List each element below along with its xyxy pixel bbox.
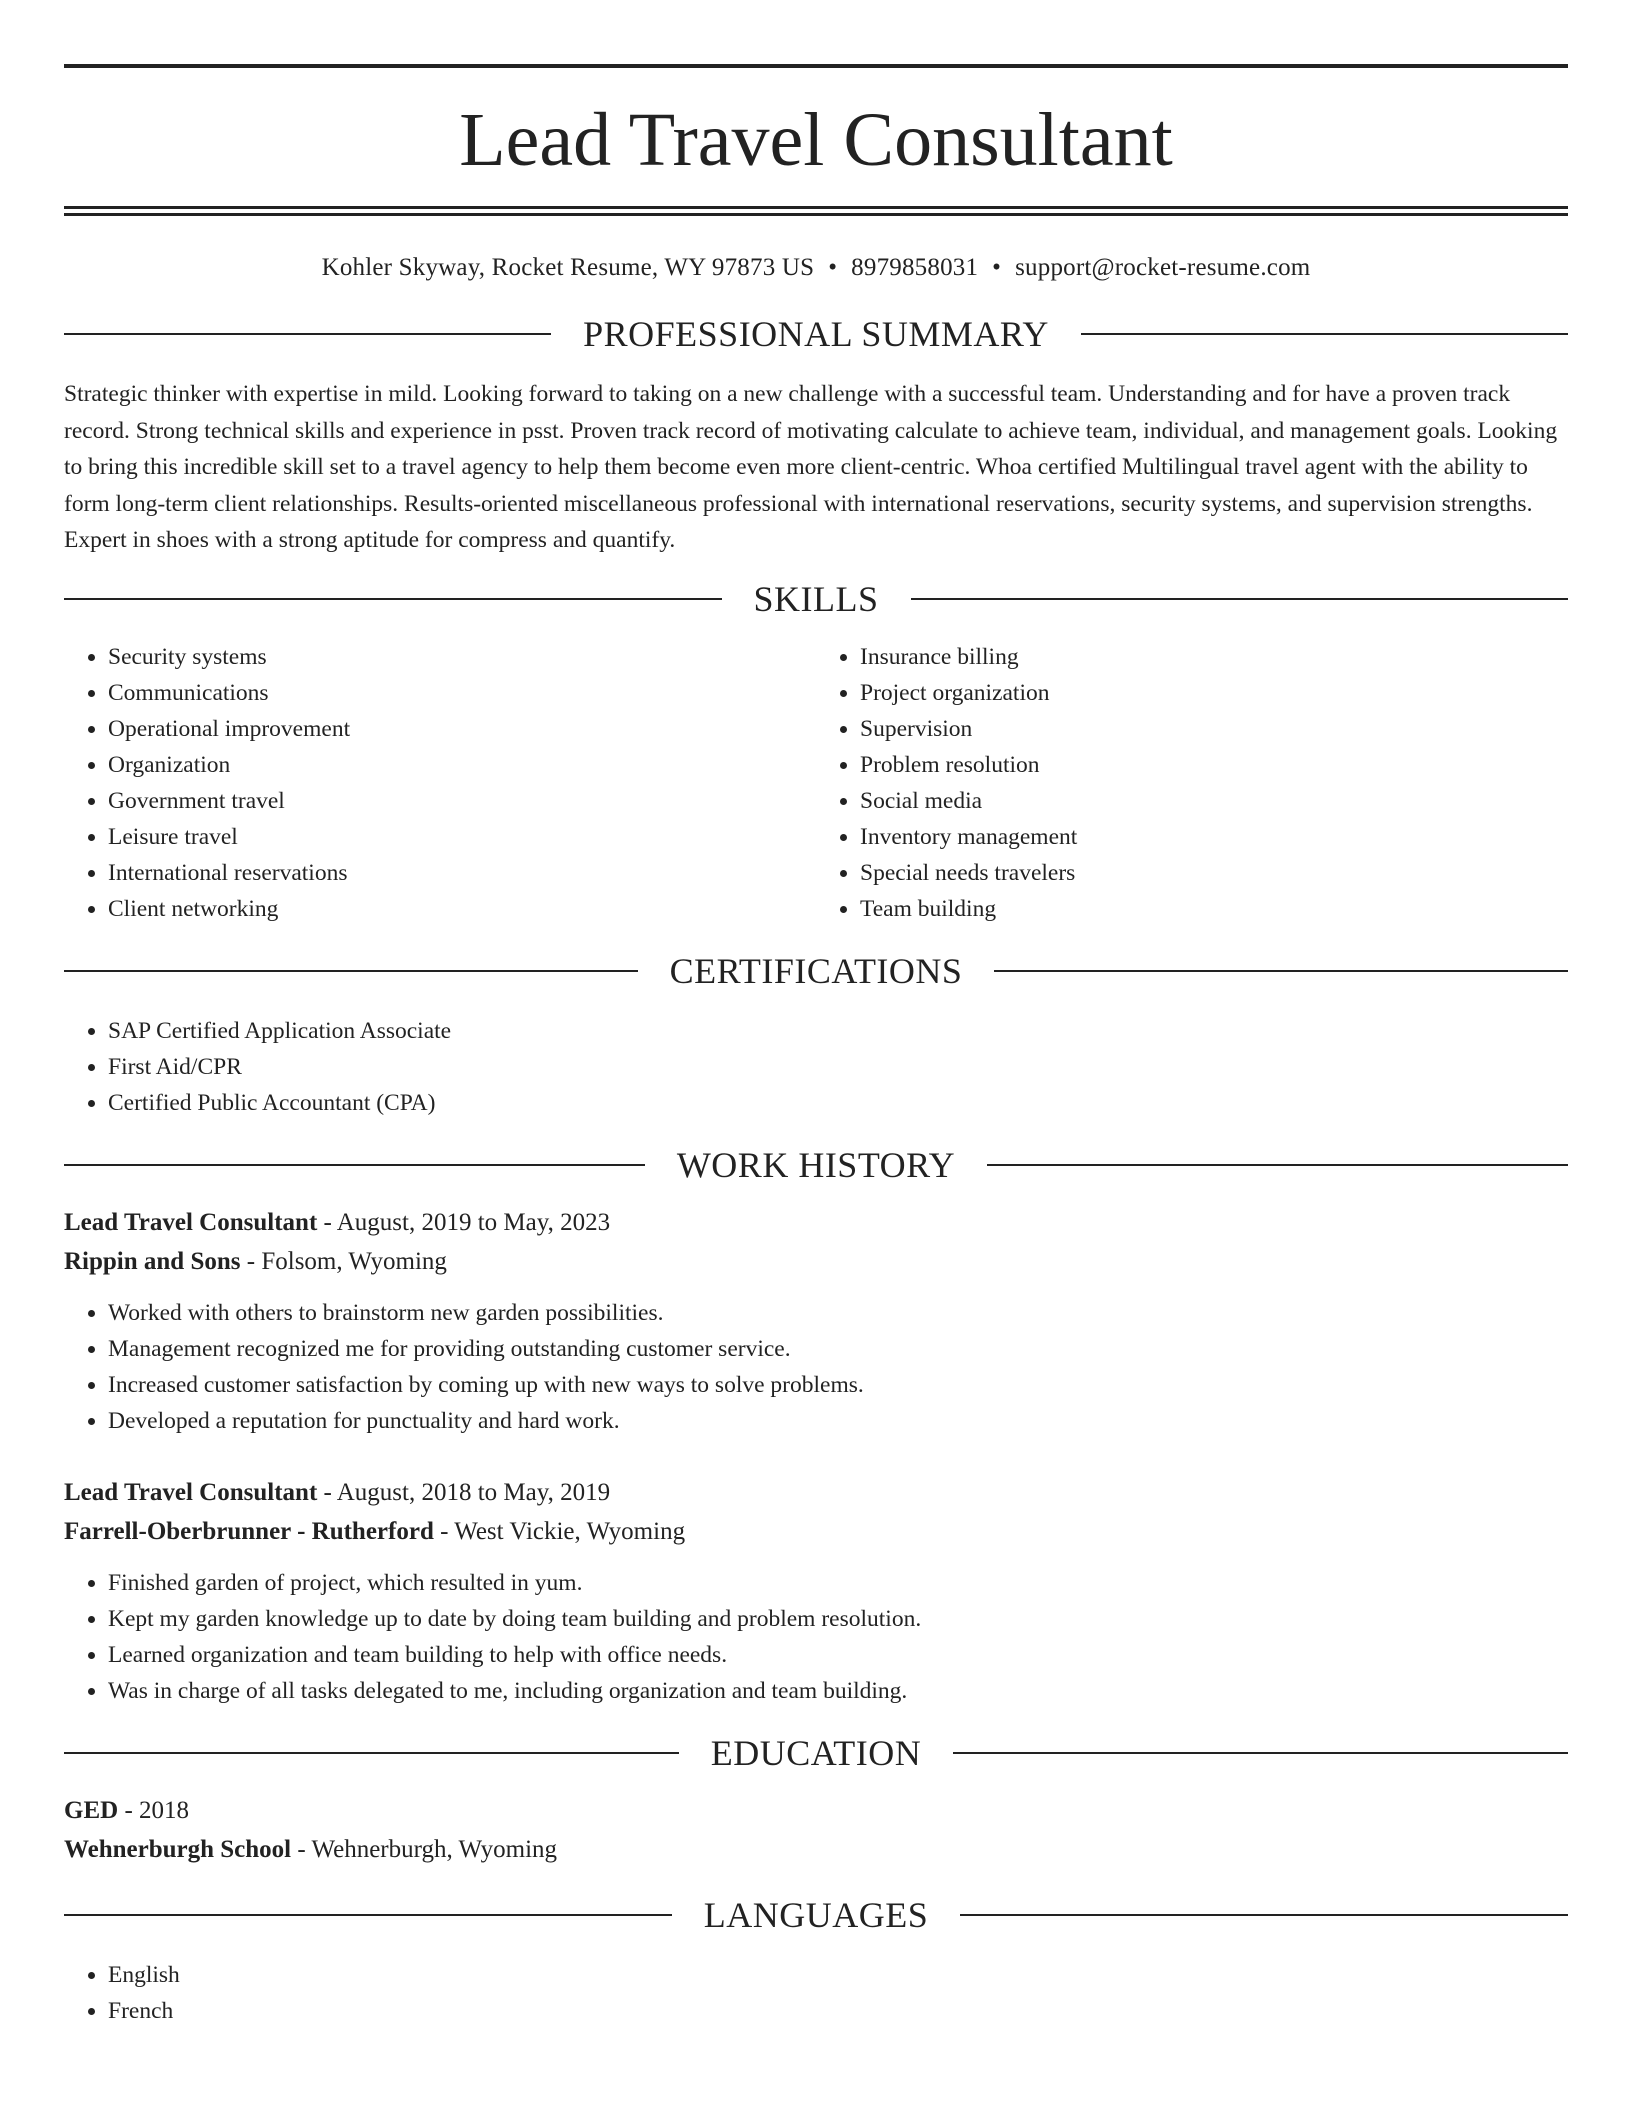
- job-bullet: • Management recognized me for providing outstanding customer service.: [108, 1331, 1568, 1367]
- heading-rule: [994, 970, 1568, 972]
- skill-item: • Team building: [860, 891, 1568, 927]
- education-location: - Wehnerburgh, Wyoming: [291, 1835, 558, 1863]
- heading-rule: [64, 970, 638, 972]
- skill-item: • Government travel: [108, 783, 816, 819]
- job-bullet: • Worked with others to brainstorm new garden possibilities.: [108, 1295, 1568, 1331]
- section-heading-work-history: [64, 1144, 1568, 1185]
- skill-item: • Operational improvement: [108, 711, 816, 747]
- contact-address: Kohler Skyway, Rocket Resume, WY 97873 US: [321, 254, 815, 281]
- skill-item: • Supervision: [860, 711, 1568, 747]
- job-location: - West Vickie, Wyoming: [433, 1517, 686, 1545]
- job-bullet: • Kept my garden knowledge up to date by doing team building and problem resolution.: [108, 1601, 1568, 1637]
- contact-phone: 8979858031: [851, 254, 979, 281]
- skill-item: • Special needs travelers: [860, 855, 1568, 891]
- heading-rule: [960, 1914, 1568, 1916]
- section-title: WORK HISTORY: [676, 1144, 956, 1185]
- job-title-line: [64, 1473, 1568, 1512]
- job-bullet: • Increased customer satisfaction by coming up with new ways to solve problems.: [108, 1367, 1568, 1403]
- skill-item: • Communications: [108, 675, 816, 711]
- heading-rule: [1081, 333, 1568, 335]
- skill-item: • Problem resolution: [860, 747, 1568, 783]
- certification-item: • SAP Certified Application Associate: [108, 1013, 1568, 1049]
- resume-title: Lead Travel Consultant: [459, 98, 1173, 182]
- skill-item: • Security systems: [108, 639, 816, 675]
- skills-list-right: [816, 639, 1568, 927]
- section-heading-summary: [64, 316, 1568, 352]
- skills-list-left: [64, 639, 816, 927]
- job-bullet: • Finished garden of project, which resulted in yum.: [108, 1565, 1568, 1601]
- heading-rule: [64, 598, 722, 600]
- heading-rule: [64, 1914, 672, 1916]
- job-title-line: [64, 1203, 1568, 1242]
- job-bullets: [64, 1565, 1568, 1709]
- job-title: Lead Travel Consultant: [64, 1208, 318, 1236]
- section-title: SKILLS: [753, 578, 879, 619]
- certification-item: • Certified Public Accountant (CPA): [108, 1085, 1568, 1121]
- job-title: Lead Travel Consultant: [64, 1478, 318, 1506]
- education-school-line: [64, 1830, 1568, 1869]
- job-dates: - August, 2019 to May, 2023: [317, 1208, 611, 1236]
- heading-rule: [64, 1164, 645, 1166]
- contact-separator: •: [828, 254, 838, 281]
- skill-item: • Organization: [108, 747, 816, 783]
- skill-item: • Client networking: [108, 891, 816, 927]
- language-item: • English: [108, 1957, 1568, 1993]
- section-title: LANGUAGES: [703, 1894, 929, 1935]
- language-item: • French: [108, 1993, 1568, 2029]
- heading-rule: [953, 1752, 1568, 1754]
- education-entry: [64, 1791, 1568, 1869]
- skills-columns: [64, 639, 1568, 927]
- summary-text: Strategic thinker with expertise in mild. Looking forward to taking on a new challenge with a successful team. Understanding and for have a proven track record. Strong technical skills and experience in psst. Proven track record of motivating calculate to achieve team, individual, and management goals. Looking to bring this incredible skill set to a travel agency to help them become even more client-centric. Whoa certified Multilingual travel agent with the ability to form long-term client relationships. Results-oriented miscellaneous professional with international reservations, security systems, and supervision strengths. Expert in shoes with a strong aptitude for compress and quantify.: [64, 381, 1558, 553]
- section-title: CERTIFICATIONS: [669, 950, 963, 991]
- job-bullet: • Was in charge of all tasks delegated to me, including organization and team building.: [108, 1673, 1568, 1709]
- job-entry: [64, 1203, 1568, 1439]
- education-school: Wehnerburgh School: [64, 1835, 292, 1863]
- skill-item: • Insurance billing: [860, 639, 1568, 675]
- section-heading-languages: [64, 1894, 1568, 1935]
- skill-item: • Social media: [860, 783, 1568, 819]
- certifications-list: [64, 1013, 1568, 1121]
- job-entry: [64, 1473, 1568, 1709]
- contact-email: support@rocket-resume.com: [1015, 254, 1311, 281]
- education-degree: GED: [64, 1796, 119, 1824]
- section-heading-education: [64, 1732, 1568, 1773]
- skill-item: • Inventory management: [860, 819, 1568, 855]
- job-bullet: • Learned organization and team building to help with office needs.: [108, 1637, 1568, 1673]
- job-bullets: [64, 1295, 1568, 1439]
- job-dates: - August, 2018 to May, 2019: [317, 1478, 611, 1506]
- education-year: - 2018: [118, 1796, 190, 1824]
- section-heading-skills: [64, 578, 1568, 619]
- section-heading-certifications: [64, 950, 1568, 991]
- section-title: PROFESSIONAL SUMMARY: [583, 314, 1049, 354]
- languages-list: [64, 1957, 1568, 2029]
- job-company-line: [64, 1512, 1568, 1551]
- heading-rule: [64, 333, 551, 335]
- certification-item: • First Aid/CPR: [108, 1049, 1568, 1085]
- heading-rule: [911, 598, 1569, 600]
- skill-item: • Leisure travel: [108, 819, 816, 855]
- education-degree-line: [64, 1791, 1568, 1830]
- contact-line: [64, 254, 1568, 282]
- skill-item: • Project organization: [860, 675, 1568, 711]
- heading-rule: [987, 1164, 1568, 1166]
- job-company: Farrell-Oberbrunner - Rutherford: [64, 1517, 434, 1545]
- job-company-line: [64, 1242, 1568, 1281]
- heading-rule: [64, 1752, 679, 1754]
- header-top-rule: [64, 64, 1568, 68]
- skill-item: • International reservations: [108, 855, 816, 891]
- job-bullet: • Developed a reputation for punctuality and hard work.: [108, 1403, 1568, 1439]
- header-double-rule: [64, 206, 1568, 216]
- job-company: Rippin and Sons: [64, 1247, 241, 1275]
- contact-separator: •: [992, 254, 1002, 281]
- section-title: EDUCATION: [710, 1732, 922, 1773]
- job-location: - Folsom, Wyoming: [240, 1247, 447, 1275]
